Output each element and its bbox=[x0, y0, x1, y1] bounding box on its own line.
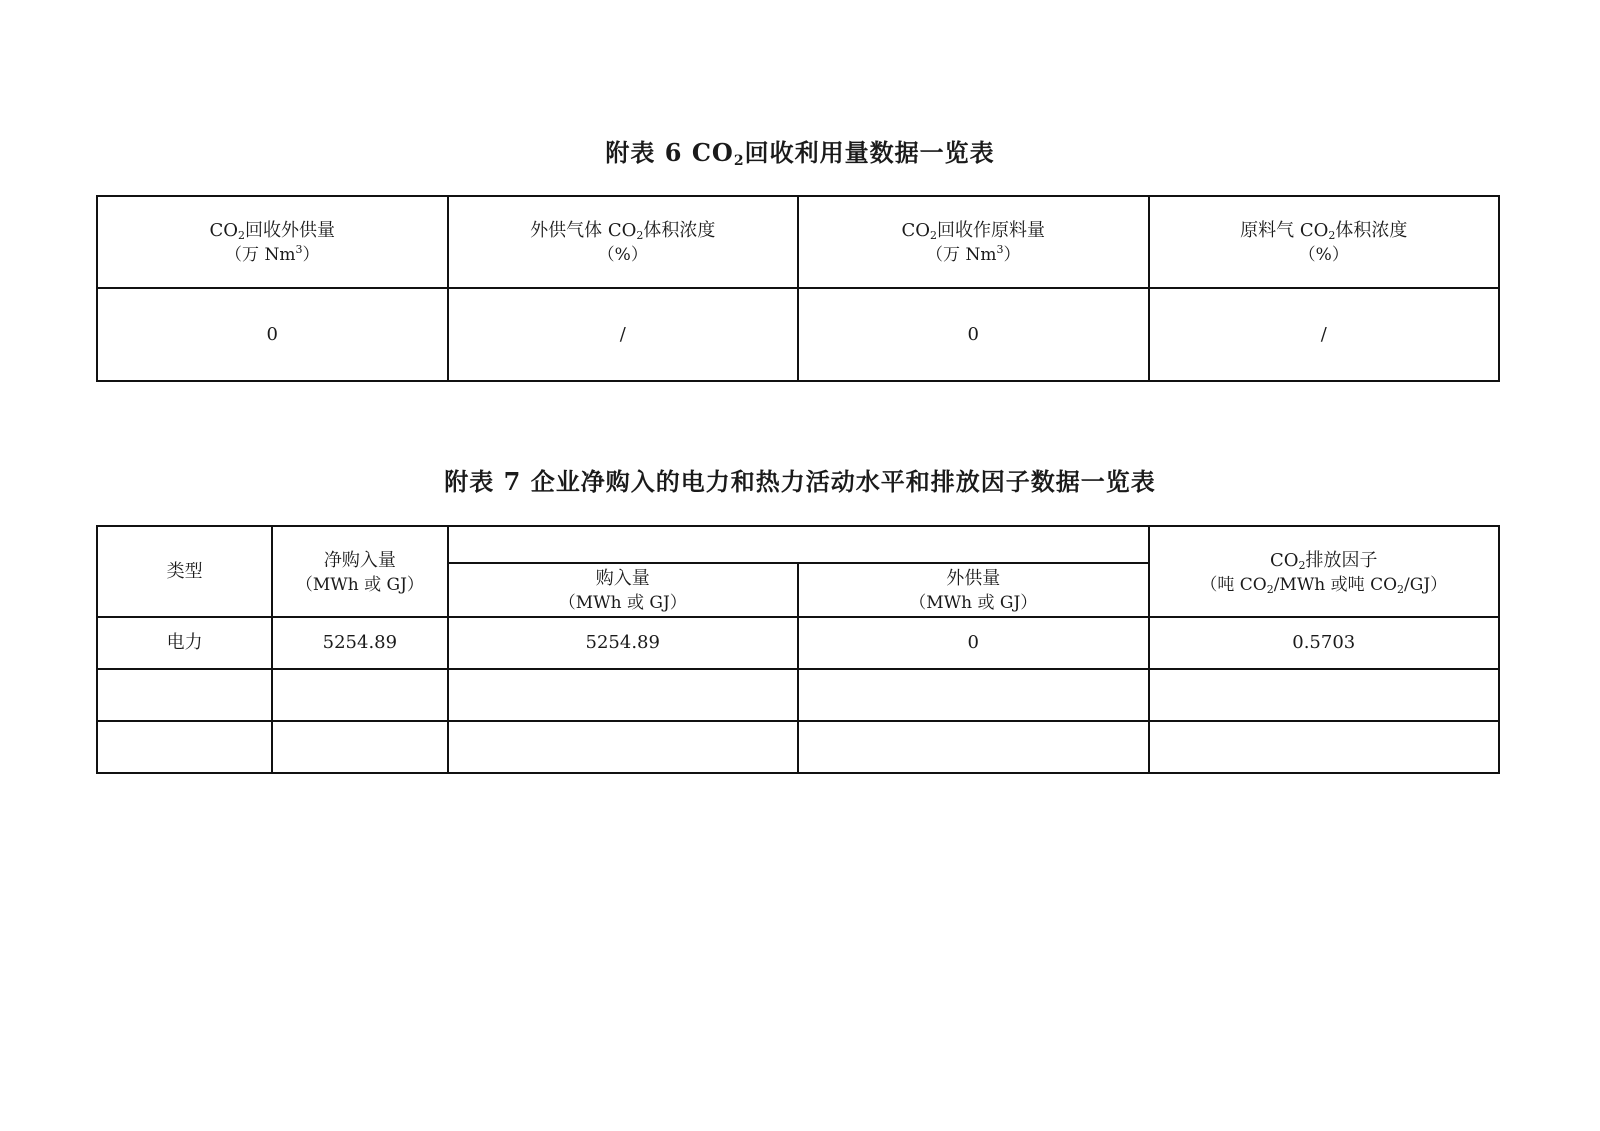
table-row bbox=[97, 617, 1499, 669]
header-unit bbox=[98, 244, 447, 266]
header-emission-factor bbox=[1149, 526, 1500, 617]
header-subscript: 2 bbox=[930, 229, 938, 242]
table-cell bbox=[798, 721, 1149, 773]
table-cell: / bbox=[448, 288, 799, 381]
header-unit bbox=[799, 244, 1148, 266]
header-supply-gas-co2-concentration bbox=[448, 196, 799, 288]
header-subscript: 2 bbox=[1328, 229, 1336, 242]
header-unit: （MWh 或 GJ） bbox=[909, 593, 1038, 613]
table-cell bbox=[272, 721, 447, 773]
table-row bbox=[97, 288, 1499, 381]
unit-subscript: 2 bbox=[1266, 582, 1274, 596]
header-feedstock-gas-co2-concentration bbox=[1149, 196, 1500, 288]
header-text: 净购入量 bbox=[323, 549, 396, 571]
header-text: 回收外供量 bbox=[245, 220, 336, 241]
unit-text: （吨 CO bbox=[1200, 574, 1267, 595]
header-unit: （%） bbox=[597, 245, 648, 265]
table7-title: 附表 7 企业净购入的电力和热力活动水平和排放因子数据一览表 bbox=[444, 467, 1156, 496]
unit-text: /MWh 或吨 CO bbox=[1273, 574, 1398, 595]
table-cell bbox=[97, 721, 272, 773]
header-text: 回收作原料量 bbox=[937, 220, 1046, 241]
header-text: CO bbox=[901, 220, 931, 241]
unit-subscript: 2 bbox=[1397, 582, 1405, 596]
unit-text: （万 Nm bbox=[225, 245, 296, 265]
header-subscript: 2 bbox=[238, 229, 246, 242]
table-cell: 0.5703 bbox=[1149, 617, 1500, 669]
header-supply bbox=[798, 563, 1149, 617]
table6-title-suffix: 回收利用量数据一览表 bbox=[744, 138, 995, 167]
header-subscript: 2 bbox=[636, 229, 644, 242]
table-cell: 0 bbox=[798, 617, 1149, 669]
table7-header-row bbox=[97, 526, 1499, 563]
table-cell bbox=[798, 669, 1149, 721]
header-unit: （MWh 或 GJ） bbox=[558, 593, 687, 613]
unit-text: /GJ） bbox=[1404, 574, 1448, 595]
header-text: 购入量 bbox=[595, 568, 650, 589]
purchased-electricity-heat-table bbox=[96, 525, 1500, 774]
header-text: 外供量 bbox=[946, 568, 1001, 589]
header-text: 原料气 CO bbox=[1240, 220, 1329, 241]
header-unit bbox=[1150, 574, 1499, 596]
table-cell: 电力 bbox=[97, 617, 272, 669]
header-text: CO bbox=[209, 220, 239, 241]
header-type: 类型 bbox=[97, 526, 272, 617]
header-unit: （%） bbox=[1298, 245, 1349, 265]
unit-text: ） bbox=[302, 245, 320, 265]
table-cell: 5254.89 bbox=[448, 617, 799, 669]
header-blank-span bbox=[448, 526, 1149, 563]
header-text: 体积浓度 bbox=[1335, 220, 1408, 241]
table-cell bbox=[1149, 669, 1500, 721]
header-text: CO bbox=[1269, 549, 1299, 571]
header-text: 体积浓度 bbox=[643, 220, 716, 241]
table6-title-prefix: 附表 6 CO bbox=[605, 138, 734, 167]
table-cell bbox=[448, 721, 799, 773]
header-purchase bbox=[448, 563, 799, 617]
unit-text: （万 Nm bbox=[926, 245, 997, 265]
table6-header-row bbox=[97, 196, 1499, 288]
table-cell: 5254.89 bbox=[272, 617, 447, 669]
header-text: 排放因子 bbox=[1305, 549, 1378, 571]
header-net-purchase bbox=[272, 526, 447, 617]
unit-superscript: 3 bbox=[295, 243, 303, 256]
table-cell bbox=[448, 669, 799, 721]
table-cell: 0 bbox=[798, 288, 1149, 381]
header-co2-recovered-feedstock bbox=[798, 196, 1149, 288]
unit-superscript: 3 bbox=[996, 243, 1004, 256]
unit-text: ） bbox=[1003, 245, 1021, 265]
header-subscript: 2 bbox=[1298, 558, 1306, 572]
table6-title-subscript: 2 bbox=[733, 153, 745, 169]
table-cell bbox=[272, 669, 447, 721]
table-row bbox=[97, 669, 1499, 721]
header-co2-recovered-supply bbox=[97, 196, 448, 288]
table-cell: / bbox=[1149, 288, 1500, 381]
table-cell bbox=[97, 669, 272, 721]
header-unit: （MWh 或 GJ） bbox=[295, 574, 424, 595]
co2-recovery-table bbox=[96, 195, 1500, 382]
header-text: 外供气体 CO bbox=[530, 220, 637, 241]
table-cell: 0 bbox=[97, 288, 448, 381]
table6-title bbox=[0, 133, 1600, 168]
table-cell bbox=[1149, 721, 1500, 773]
table-row bbox=[97, 721, 1499, 773]
